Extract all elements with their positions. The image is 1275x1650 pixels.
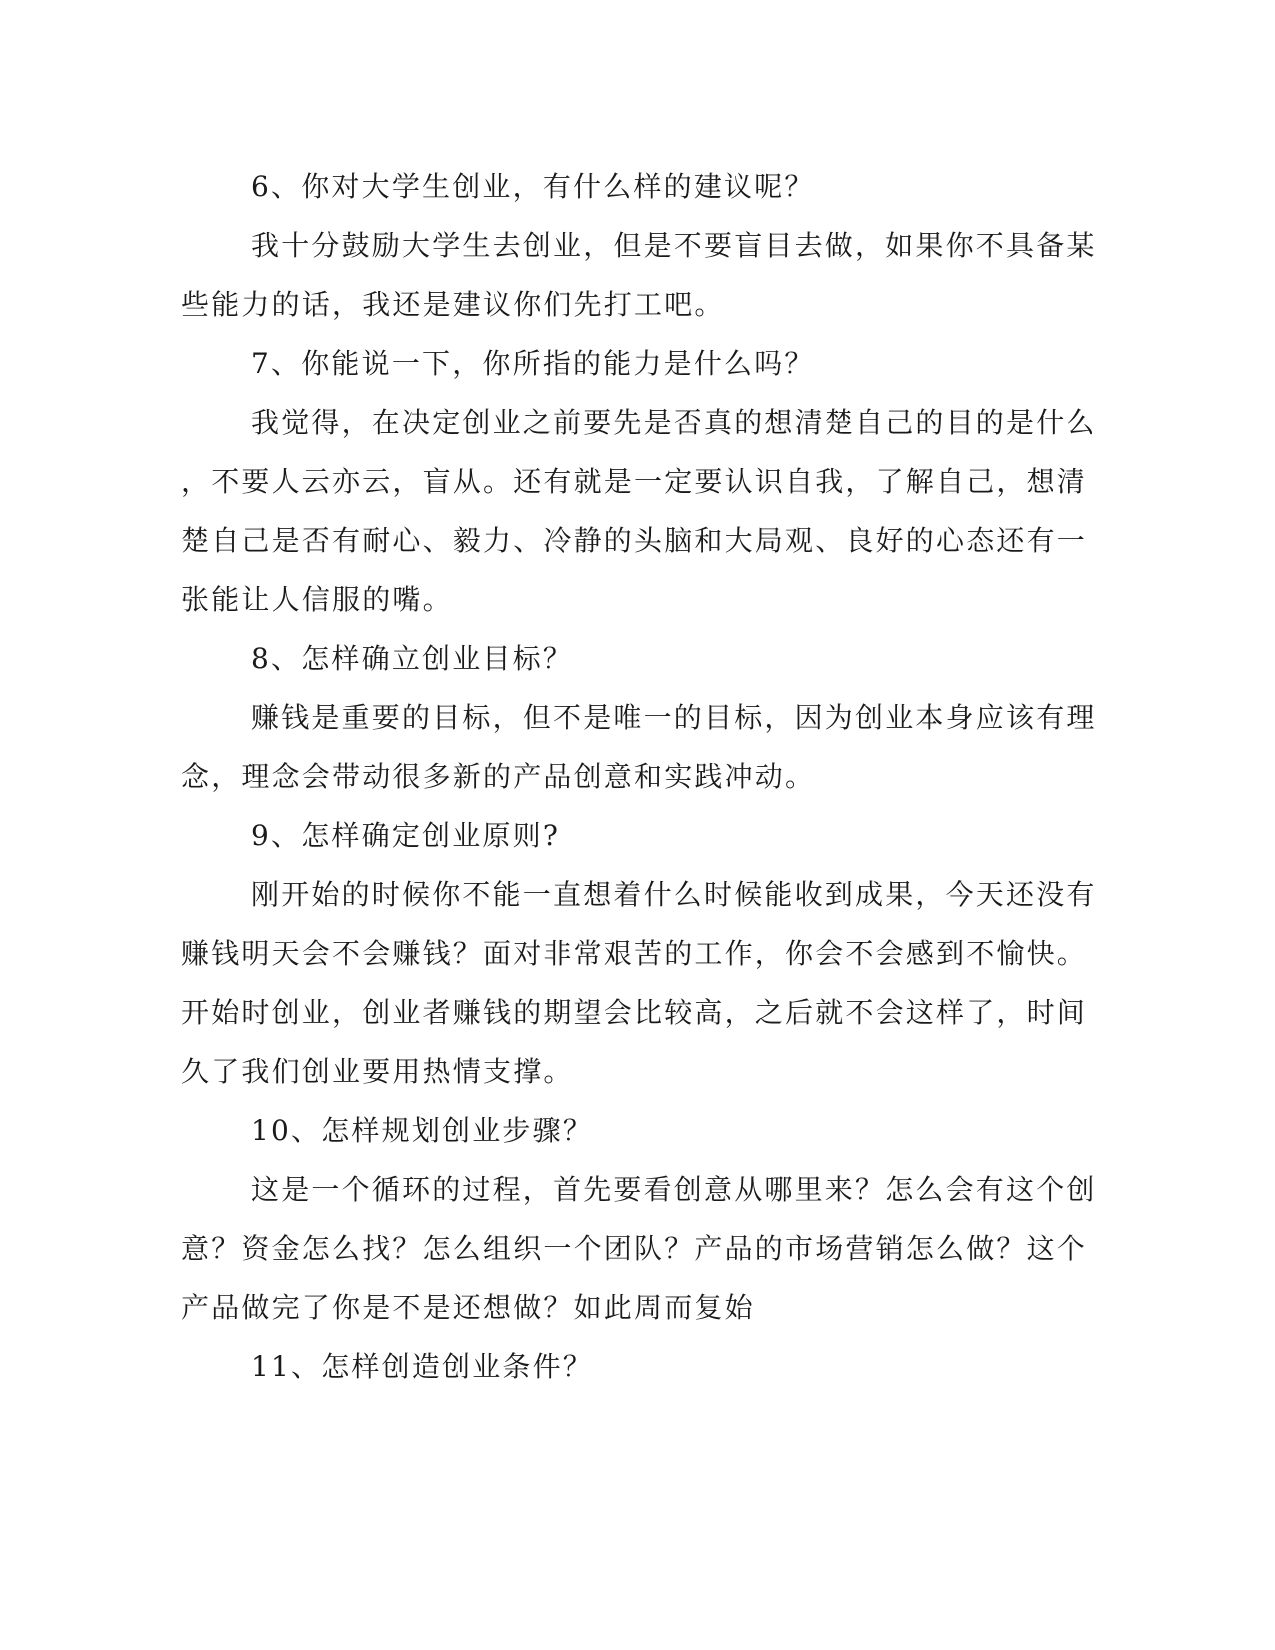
answer-line: 久了我们创业要用热情支撑。 [181,1055,574,1088]
answer-line: 赚钱明天会不会赚钱？面对非常艰苦的工作，你会不会感到不愉快。 [181,937,1088,970]
question-line: 10、怎样规划创业步骤？ [251,1114,594,1147]
answer-6 [181,216,1097,334]
question-8 [181,629,1031,688]
answer-line: 些能力的话，我还是建议你们先打工吧。 [181,288,725,321]
question-line: 8、怎样确立创业目标？ [251,642,574,675]
question-7 [181,334,1031,393]
question-10 [181,1101,1031,1160]
answer-line: 楚自己是否有耐心、毅力、冷静的头脑和大局观、良好的心态还有一 [181,524,1088,557]
document-body [181,157,1097,1396]
answer-line: 意？资金怎么找？怎么组织一个团队？产品的市场营销怎么做？这个 [181,1232,1088,1265]
answer-8 [181,688,1097,806]
question-11 [181,1337,1031,1396]
answer-line: 我觉得，在决定创业之前要先是否真的想清楚自己的目的是什么 [251,406,1097,439]
answer-line: 开始时创业，创业者赚钱的期望会比较高，之后就不会这样了，时间 [181,996,1088,1029]
answer-line: 这是一个循环的过程，首先要看创意从哪里来？怎么会有这个创 [251,1173,1097,1206]
answer-line: 我十分鼓励大学生去创业，但是不要盲目去做，如果你不具备某 [251,229,1097,262]
answer-9 [181,865,1097,1101]
question-line: 6、你对大学生创业，有什么样的建议呢？ [251,170,815,203]
answer-line: 张能让人信服的嘴。 [181,583,453,616]
question-9 [181,806,1031,865]
answer-line: 产品做完了你是不是还想做？如此周而复始 [181,1291,755,1324]
answer-line: 念，理念会带动很多新的产品创意和实践冲动。 [181,760,816,793]
answer-line: 赚钱是重要的目标，但不是唯一的目标，因为创业本身应该有理 [251,701,1097,734]
question-6 [181,157,1031,216]
question-line: 7、你能说一下，你所指的能力是什么吗？ [251,347,815,380]
answer-line: 刚开始的时候你不能一直想着什么时候能收到成果，今天还没有 [251,878,1097,911]
question-line: 9、怎样确定创业原则? [251,819,561,852]
answer-line: ，不要人云亦云，盲从。还有就是一定要认识自我，了解自己，想清 [181,465,1088,498]
question-line: 11、怎样创造创业条件？ [251,1350,594,1383]
answer-10 [181,1160,1097,1337]
answer-7 [181,393,1097,629]
